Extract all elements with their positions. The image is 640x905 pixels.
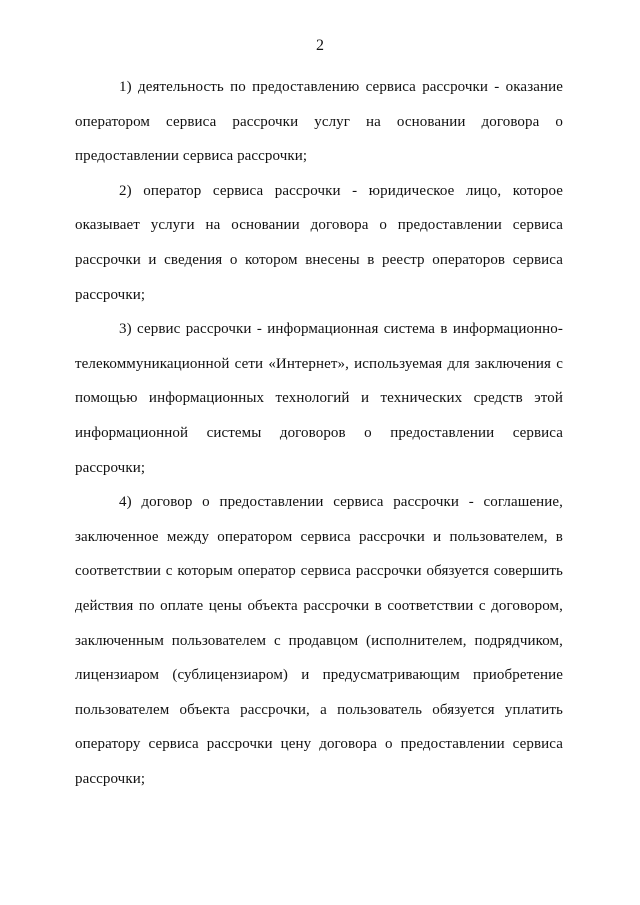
paragraph-4: 4) договор о предоставлении сервиса рассрочки - соглашение, заключенное между оператором сервиса рассрочки и пользователем, в соответствии с которым оператор сервиса рассрочки обязуется совершить действия по оплате цены объекта рассрочки в соответствии с договором, заключенным пользователем с продавцом (исполнителем, подрядчиком, лицензиаром (сублицензиаром) и предусматривающим приобретение пользователем объекта рассрочки, а пользователь обязуется уплатить оператору сервиса рассрочки цену договора о предоставлении сервиса рассрочки;: [75, 494, 563, 787]
paragraph-2: 2) оператор сервиса рассрочки - юридическое лицо, которое оказывает услуги на основании договора о предоставлении сервиса рассрочки и сведения о котором внесены в реестр операторов сервиса рассрочки;: [75, 182, 563, 303]
paragraph-1: 1) деятельность по предоставлению сервиса рассрочки - оказание оператором сервиса рассрочки услуг на основании договора о предоставлении сервиса рассрочки;: [75, 79, 563, 165]
page-number: 2: [316, 37, 324, 54]
document-body: [75, 70, 563, 796]
paragraph-3: 3) сервис рассрочки - информационная система в информационно-телекоммуникационной сети «Интернет», используемая для заключения с помощью информационных технологий и технических средств этой информационной системы договоров о предоставлении сервиса рассрочки;: [75, 321, 563, 476]
